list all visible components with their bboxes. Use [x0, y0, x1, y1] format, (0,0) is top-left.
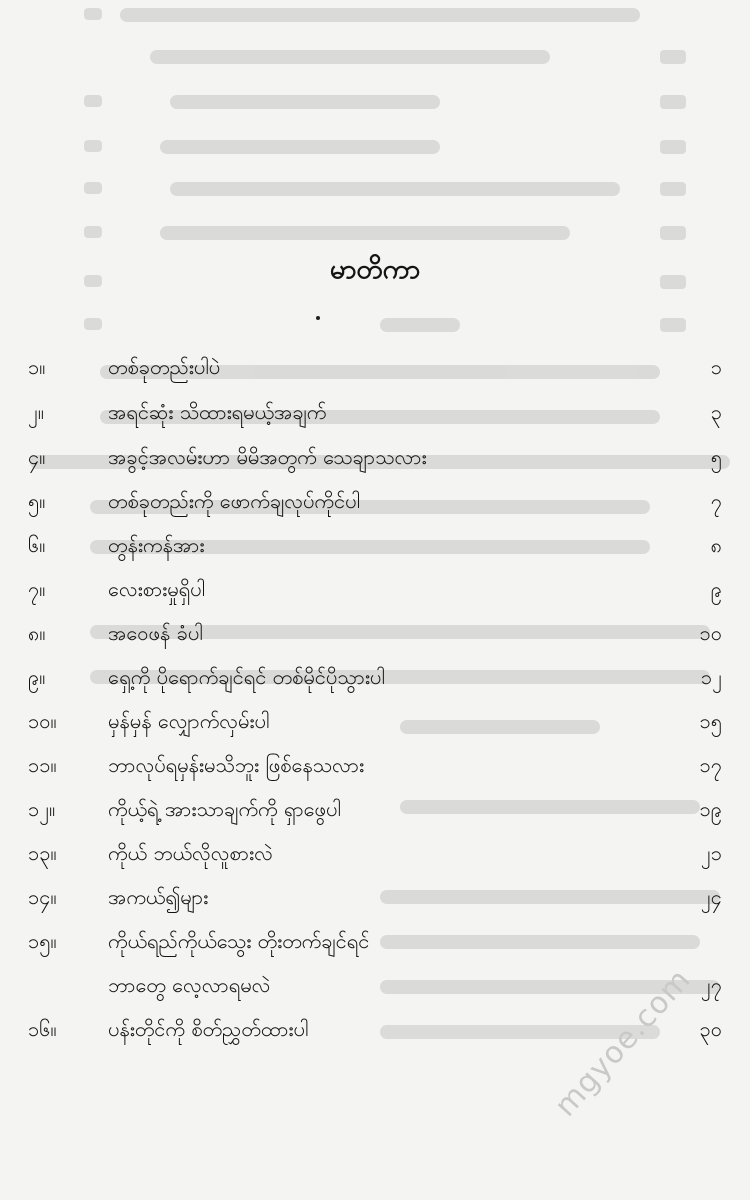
entry-title: ဘာတွေ လေ့လာရမလဲ — [108, 973, 271, 997]
toc-entry — [0, 480, 750, 528]
entry-number: ၇။ — [28, 577, 46, 601]
entry-number: ၁၆။ — [28, 1017, 57, 1041]
entry-number: ၁၄။ — [28, 885, 57, 909]
entry-page: ၁၉ — [699, 797, 722, 821]
entry-page: ၂၇ — [700, 973, 722, 997]
entry-page: ၅ — [710, 445, 722, 469]
toc-entry — [0, 436, 750, 484]
entry-page: ၁၀ — [699, 621, 722, 645]
watermark: mgyoe.com — [548, 962, 699, 1124]
entry-number: ၈။ — [28, 621, 46, 645]
entry-title: တွန်းကန်အား — [108, 533, 205, 557]
entry-page: ၃ — [710, 400, 722, 424]
entry-title: တစ်ခုတည်းကို ဖောက်ချလုပ်ကိုင်ပါ — [108, 489, 360, 513]
entry-number: ၆။ — [28, 533, 46, 557]
entry-page: ၁၇ — [699, 753, 722, 777]
entry-page: ၁၅ — [699, 709, 722, 733]
toc-entry — [0, 700, 750, 748]
entry-page: ၂၁ — [700, 841, 722, 865]
entry-number: ၁၀။ — [28, 709, 57, 733]
entry-title: ရှေ့ကို ပိုရောက်ချင်ရင် တစ်မိုင်ပိုသွားပါ — [108, 665, 385, 689]
toc-entry — [0, 346, 750, 394]
entry-page: ၈ — [710, 533, 722, 557]
entry-number: ၂။ — [28, 400, 44, 424]
entry-number: ၁။ — [28, 355, 46, 379]
entry-number: ၅။ — [28, 489, 46, 513]
entry-page: ၁၂ — [700, 665, 722, 689]
entry-page: ၉ — [710, 577, 722, 601]
toc-entry — [0, 656, 750, 704]
entry-title: လေးစားမှုရှိပါ — [108, 577, 206, 601]
entry-title: မှန်မှန် လျှောက်လှမ်းပါ — [108, 709, 270, 733]
toc-entry — [0, 524, 750, 572]
entry-page: ၂၄ — [700, 885, 722, 909]
toc-entry — [0, 920, 750, 968]
entry-title: ကိုယ်ရည်ကိုယ်သွေး တိုးတက်ချင်ရင် — [108, 929, 370, 953]
toc-entry — [0, 744, 750, 792]
entry-number: ၁၂။ — [28, 797, 56, 821]
toc-entry — [0, 391, 750, 439]
toc-entry — [0, 832, 750, 880]
entry-page: ၁ — [710, 355, 722, 379]
entry-title: ကိုယ့်ရဲ့ အားသာချက်ကို ရှာဖွေပါ — [108, 797, 341, 821]
toc-entry — [0, 612, 750, 660]
page-title: မာတိကာ — [329, 254, 421, 285]
entry-page: ၃၀ — [699, 1017, 722, 1041]
entry-title: ပန်းတိုင်ကို စိတ်ညွှတ်ထားပါ — [108, 1017, 309, 1041]
entry-page: ၇ — [710, 489, 722, 513]
entry-number: ၁၅။ — [28, 929, 57, 953]
toc-entry — [0, 568, 750, 616]
entry-number: ၄။ — [28, 445, 46, 469]
entry-number: ၉။ — [28, 665, 46, 689]
entry-title: အခွင့်အလမ်းဟာ မိမိအတွက် သေချာသလား — [108, 445, 427, 469]
toc-entry — [0, 876, 750, 924]
entry-number: ၁၁။ — [28, 753, 57, 777]
entry-title: အရင်ဆုံး သိထားရမယ့်အချက် — [108, 400, 327, 424]
entry-title: တစ်ခုတည်းပါပဲ — [108, 355, 221, 379]
entry-title: အဝေဖန် ခံပါ — [108, 621, 203, 645]
entry-title: ဘာလုပ်ရမှန်းမသိဘူး ဖြစ်နေသလား — [108, 753, 365, 777]
print-dot — [316, 316, 320, 320]
entry-title: ကိုယ် ဘယ်လိုလူစားလဲ — [108, 841, 273, 865]
entry-number: ၁၃။ — [28, 841, 57, 865]
entry-title: အကယ်၍များ — [108, 885, 209, 909]
toc-entry — [0, 788, 750, 836]
